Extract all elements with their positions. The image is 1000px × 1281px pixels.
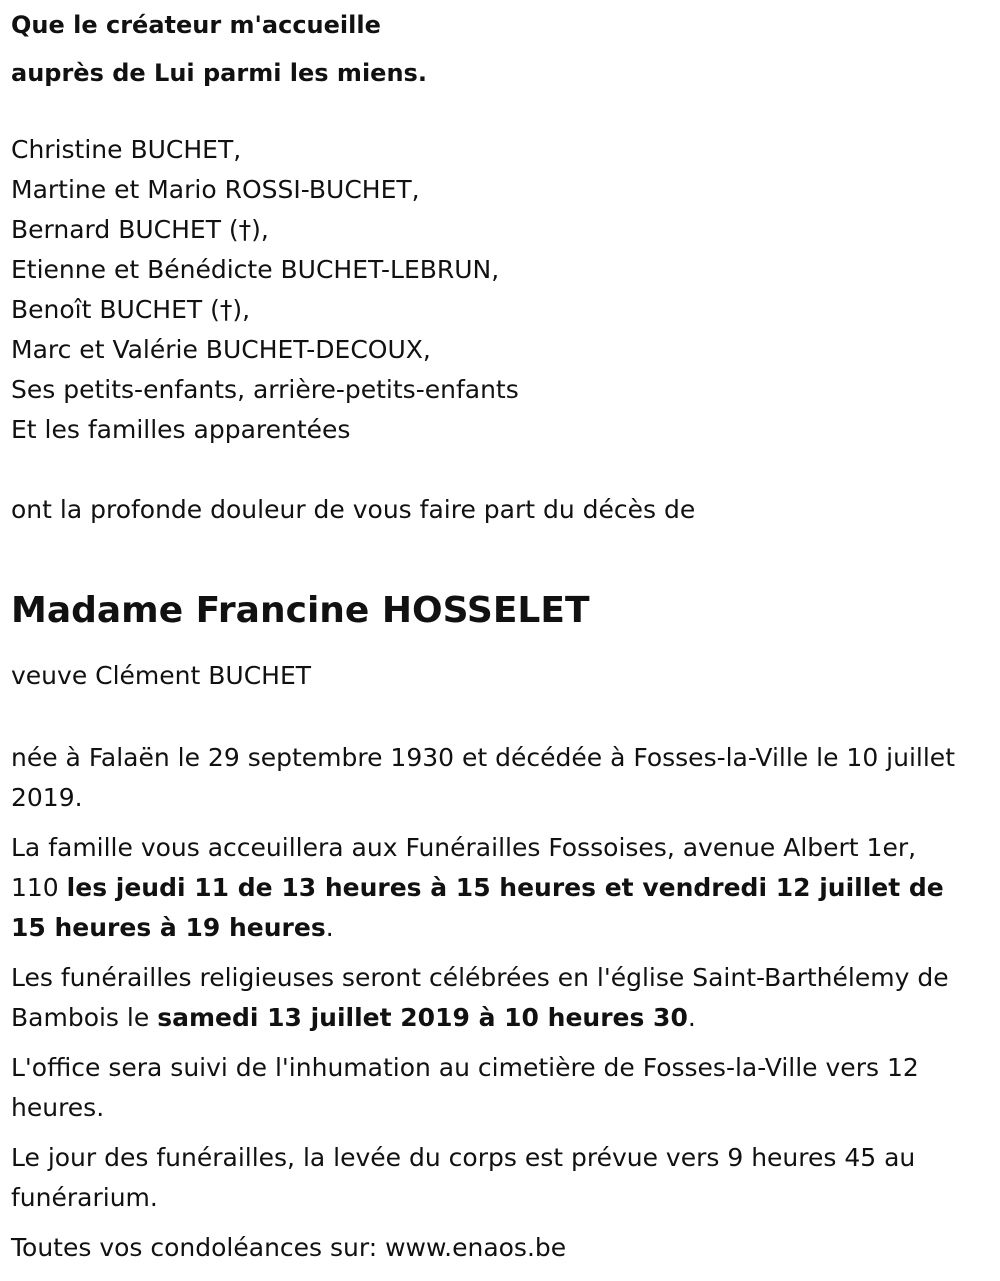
family-member: Ses petits-enfants, arrière-petits-enfants <box>11 375 519 404</box>
verse-line-2: auprès de Lui parmi les miens. <box>11 59 427 87</box>
burial-text: L'office sera suivi de l'inhumation au cimetière de Fosses-la-Ville vers 12 heures. <box>11 1053 919 1122</box>
verse-line-1: Que le créateur m'accueille <box>11 11 381 39</box>
widow-of: veuve Clément BUCHET <box>11 661 312 690</box>
funeral-suffix: . <box>687 1003 696 1032</box>
family-list <box>11 130 970 450</box>
family-member: Christine BUCHET, <box>11 135 242 164</box>
family-member: Benoît BUCHET (†), <box>11 295 251 324</box>
family-member: Et les familles apparentées <box>11 415 351 444</box>
announcement-intro: ont la profonde douleur de vous faire part du décès de <box>11 495 696 524</box>
condolences-text: Toutes vos condoléances sur: www.enaos.be <box>11 1233 567 1262</box>
funeral-date: samedi 13 juillet 2019 à 10 heures 30 <box>157 1003 688 1032</box>
family-member: Bernard BUCHET (†), <box>11 215 269 244</box>
funeral-text <box>11 958 970 1038</box>
visitation-hours: les jeudi 11 de 13 heures à 15 heures et vendredi 12 juillet de 15 heures à 19 heures <box>11 873 944 942</box>
family-member: Martine et Mario ROSSI-BUCHET, <box>11 175 420 204</box>
funeral-prefix: Les funérailles religieuses seront célébrées en l'église Saint-Barthélemy de Bambois le <box>11 963 949 1032</box>
deceased-name: Madame Francine HOSSELET <box>11 590 590 631</box>
verse <box>11 0 970 98</box>
visitation-prefix: La famille vous acceuillera aux Funérailles Fossoises, avenue Albert 1er, 110 <box>11 833 917 902</box>
family-member: Marc et Valérie BUCHET-DECOUX, <box>11 335 431 364</box>
family-member: Etienne et Bénédicte BUCHET-LEBRUN, <box>11 255 500 284</box>
birth-death-text: née à Falaën le 29 septembre 1930 et décédée à Fosses-la-Ville le 10 juillet 2019. <box>11 743 955 812</box>
visitation-suffix: . <box>325 913 334 942</box>
visitation-text <box>11 828 970 948</box>
levee-text: Le jour des funérailles, la levée du corps est prévue vers 9 heures 45 au funérarium. <box>11 1143 916 1212</box>
